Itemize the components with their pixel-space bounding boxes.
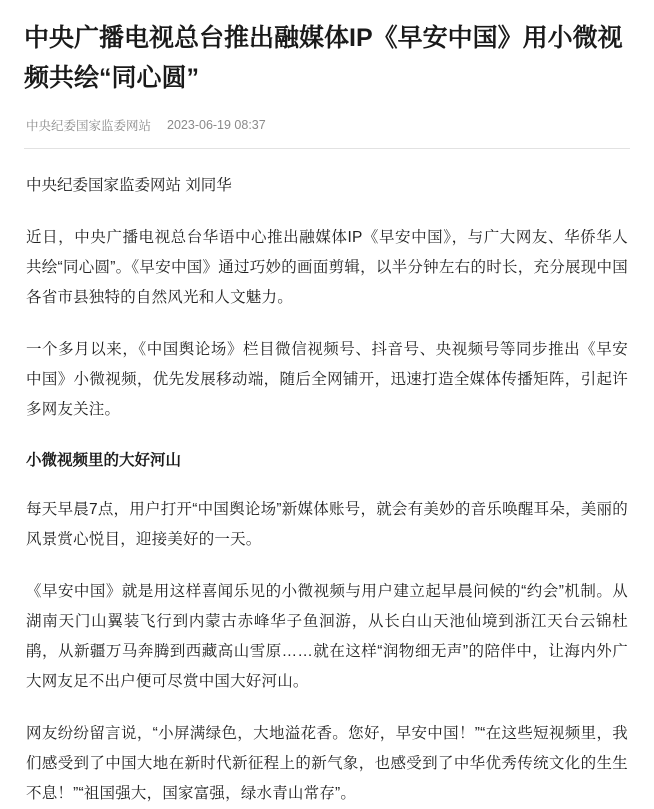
meta-divider <box>24 148 630 149</box>
article-paragraph: 网友纷纷留言说，“小屏满绿色，大地溢花香。您好，早安中国！”“在这些短视频里，我们感受到了中国大地在新时代新征程上的新气象，也感受到了中华优秀传统文化的生生不息！”“祖国强大，国家富强，绿水青山常存”。 <box>26 725 628 802</box>
article-date: 2023-06-19 08:37 <box>167 118 266 132</box>
article-paragraph: 一个多月以来，《中国舆论场》栏目微信视频号、抖音号、央视频号等同步推出《早安中国》小微视频，优先发展移动端，随后全网铺开，迅速打造全媒体传播矩阵，引起许多网友关注。 <box>26 341 628 418</box>
page-title: 中央广播电视总台推出融媒体IP《早安中国》用小微视频共绘“同心圆” <box>24 24 623 92</box>
article-subheading: 小微视频里的大好河山 <box>26 452 182 469</box>
article-paragraph: 《早安中国》就是用这样喜闻乐见的小微视频与用户建立起早晨问候的“约会”机制。从湖南天门山翼装飞行到内蒙古赤峰华子鱼洄游，从长白山天池仙境到浙江天台云锦杜鹃，从新疆万马奔腾到西藏高山雪原……就在这样“润物细无声”的陪伴中，让海内外广大网友足不出户便可尽赏中国大好河山。 <box>26 583 628 690</box>
article-paragraph: 近日，中央广播电视总台华语中心推出融媒体IP《早安中国》，与广大网友、华侨华人共绘“同心圆”。《早安中国》通过巧妙的画面剪辑，以半分钟左右的时长，充分展现中国各省市县独特的自然风光和人文魅力。 <box>26 229 628 306</box>
article-paragraph: 每天早晨7点，用户打开“中国舆论场”新媒体账号，就会有美妙的音乐唤醒耳朵，美丽的风景赏心悦目，迎接美好的一天。 <box>26 501 628 548</box>
article-body <box>24 171 630 809</box>
article-source: 中央纪委国家监委网站 <box>26 119 152 133</box>
article-byline: 中央纪委国家监委网站 刘同华 <box>26 177 232 194</box>
article-meta <box>24 116 630 134</box>
